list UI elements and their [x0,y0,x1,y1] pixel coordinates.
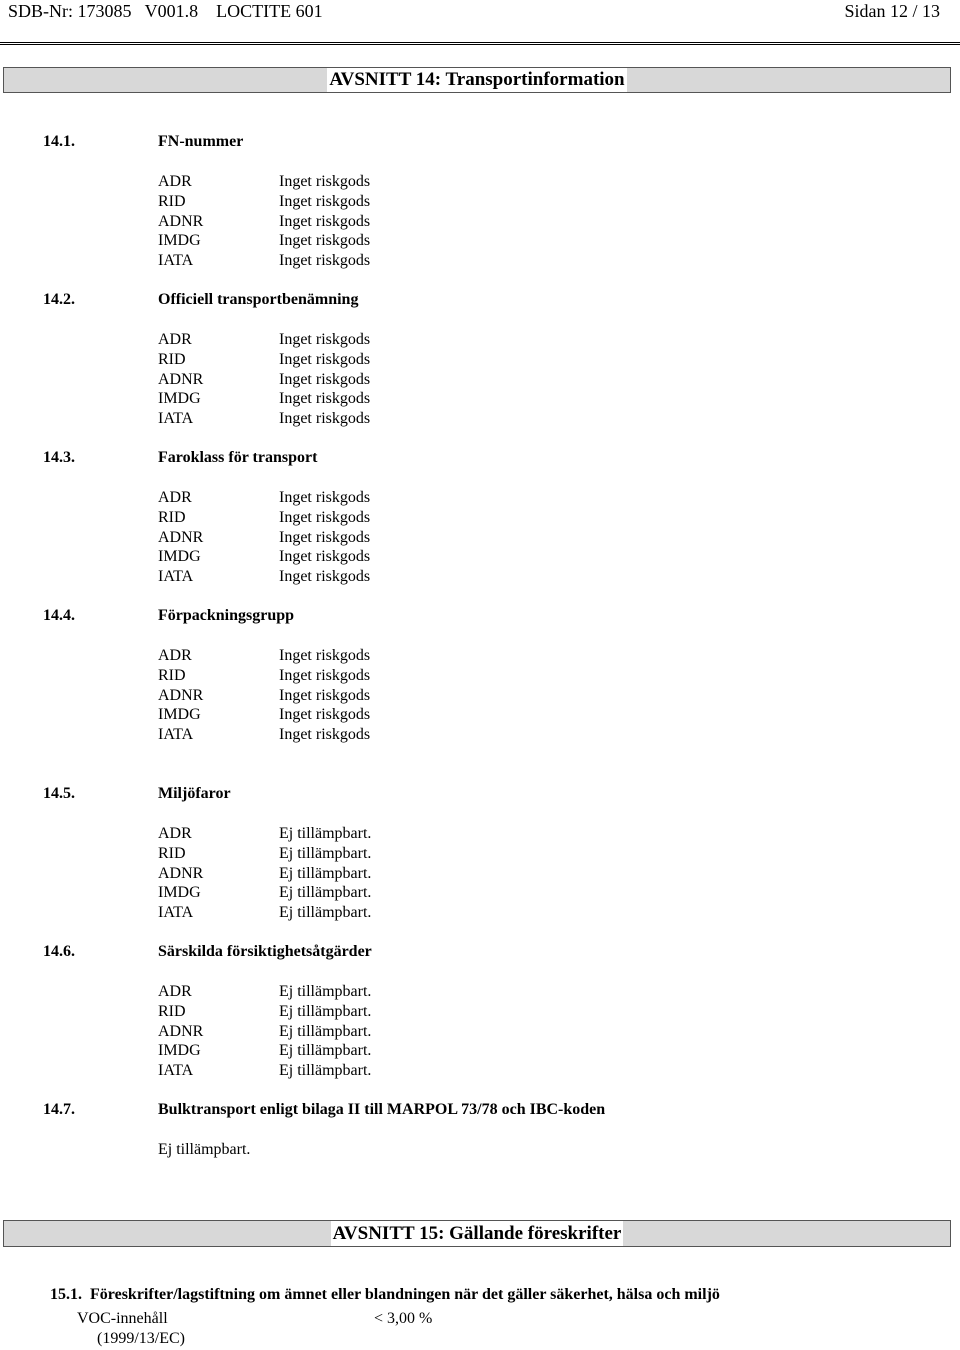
subsection-number: 14.7. [43,1101,75,1118]
subsection-title: Bulktransport enligt bilaga II till MARPOL 73/78 och IBC-koden [158,1101,606,1118]
subsection-number: 14.2. [43,291,75,308]
transport-mode-label: IATA [158,410,194,427]
transport-mode-label: IMDG [158,390,201,408]
transport-mode-label: ADNR [158,1022,204,1040]
transport-mode-label: RID [158,508,186,526]
transport-mode-value: Inget riskgods [279,173,371,190]
transport-mode-value: Ej tillämpbart. [279,1042,372,1060]
transport-mode-value: Ej tillämpbart. [279,1022,372,1040]
transport-mode-label: ADR [158,489,192,506]
transport-mode-label: ADNR [158,864,204,882]
transport-mode-value: Inget riskgods [279,548,371,566]
transport-mode-label: ADR [158,983,192,1000]
transport-mode-value: Ej tillämpbart. [279,1062,372,1079]
section-14-title: AVSNITT 14: Transportinformation [329,69,625,90]
transport-mode-label: IMDG [158,884,201,902]
transport-mode-label: RID [158,844,186,862]
transport-mode-label: ADR [158,331,192,348]
header-rule-2 [0,44,960,45]
transport-mode-label: ADR [158,825,192,842]
voc-label: VOC-innehåll [77,1310,168,1327]
transport-mode-value: Inget riskgods [279,647,371,664]
transport-mode-value: Inget riskgods [279,568,371,585]
transport-mode-label: IMDG [158,1042,201,1060]
subsection-title: Miljöfaror [158,785,231,802]
section-15-banner [3,1220,951,1247]
transport-mode-label: RID [158,350,186,368]
transport-mode-label: ADR [158,173,192,190]
transport-mode-value: Inget riskgods [279,192,371,210]
transport-mode-value: Ej tillämpbart. [279,864,372,882]
subsection-title: Förpackningsgrupp [158,607,295,624]
subsection-title: Officiell transportbenämning [158,291,359,308]
document-id: SDB-Nr: 173085 V001.8 LOCTITE 601 [8,1,323,21]
transport-mode-label: RID [158,192,186,210]
transport-mode-value: Ej tillämpbart. [279,1002,372,1020]
transport-mode-value: Inget riskgods [279,508,371,526]
transport-mode-value: Inget riskgods [279,331,371,348]
subsection-15-1-title: Föreskrifter/lagstiftning om ämnet eller blandningen när det gäller säkerhet, hälsa och miljö [90,1286,720,1303]
transport-mode-label: IATA [158,252,194,269]
transport-mode-label: IATA [158,726,194,743]
transport-mode-label: ADNR [158,528,204,546]
transport-mode-label: ADNR [158,212,204,230]
transport-mode-value: Ej tillämpbart. [279,904,372,921]
subsection-text: Ej tillämpbart. [158,1141,251,1158]
page-header [0,0,960,26]
transport-mode-value: Inget riskgods [279,666,371,684]
transport-mode-value: Inget riskgods [279,252,371,269]
subsection-number: 14.1. [43,133,75,150]
subsection-number: 14.5. [43,785,75,802]
subsection-15-1-number: 15.1. [50,1286,82,1303]
subsection-title: FN-nummer [158,133,244,150]
subsection-number: 14.3. [43,449,75,466]
transport-mode-value: Inget riskgods [279,726,371,743]
section-15-title: AVSNITT 15: Gällande föreskrifter [332,1223,622,1244]
transport-mode-value: Inget riskgods [279,212,371,230]
transport-mode-value: Ej tillämpbart. [279,983,372,1000]
voc-directive: (1999/13/EC) [97,1330,185,1347]
transport-mode-value: Ej tillämpbart. [279,884,372,902]
subsection-title: Faroklass för transport [158,449,318,466]
transport-mode-value: Inget riskgods [279,390,371,408]
transport-mode-value: Inget riskgods [279,686,371,704]
transport-mode-label: IMDG [158,706,201,724]
transport-mode-value: Inget riskgods [279,410,371,427]
page-number: Sidan 12 / 13 [844,1,940,21]
transport-mode-label: IATA [158,568,194,585]
transport-mode-label: ADNR [158,686,204,704]
subsection-number: 14.4. [43,607,75,624]
transport-mode-label: ADNR [158,370,204,388]
transport-mode-label: ADR [158,647,192,664]
transport-mode-value: Inget riskgods [279,706,371,724]
subsection-title: Särskilda försiktighetsåtgärder [158,943,372,960]
transport-mode-label: IATA [158,904,194,921]
transport-mode-label: RID [158,666,186,684]
transport-mode-label: RID [158,1002,186,1020]
transport-mode-label: IATA [158,1062,194,1079]
header-rule [0,42,960,43]
transport-mode-value: Inget riskgods [279,232,371,250]
section-14-banner [3,67,951,93]
transport-mode-label: IMDG [158,232,201,250]
transport-mode-value: Ej tillämpbart. [279,844,372,862]
voc-value: < 3,00 % [374,1310,433,1327]
transport-mode-value: Inget riskgods [279,370,371,388]
transport-mode-value: Inget riskgods [279,528,371,546]
transport-mode-value: Inget riskgods [279,350,371,368]
subsection-number: 14.6. [43,943,75,960]
transport-mode-value: Inget riskgods [279,489,371,506]
transport-mode-label: IMDG [158,548,201,566]
transport-mode-value: Ej tillämpbart. [279,825,372,842]
